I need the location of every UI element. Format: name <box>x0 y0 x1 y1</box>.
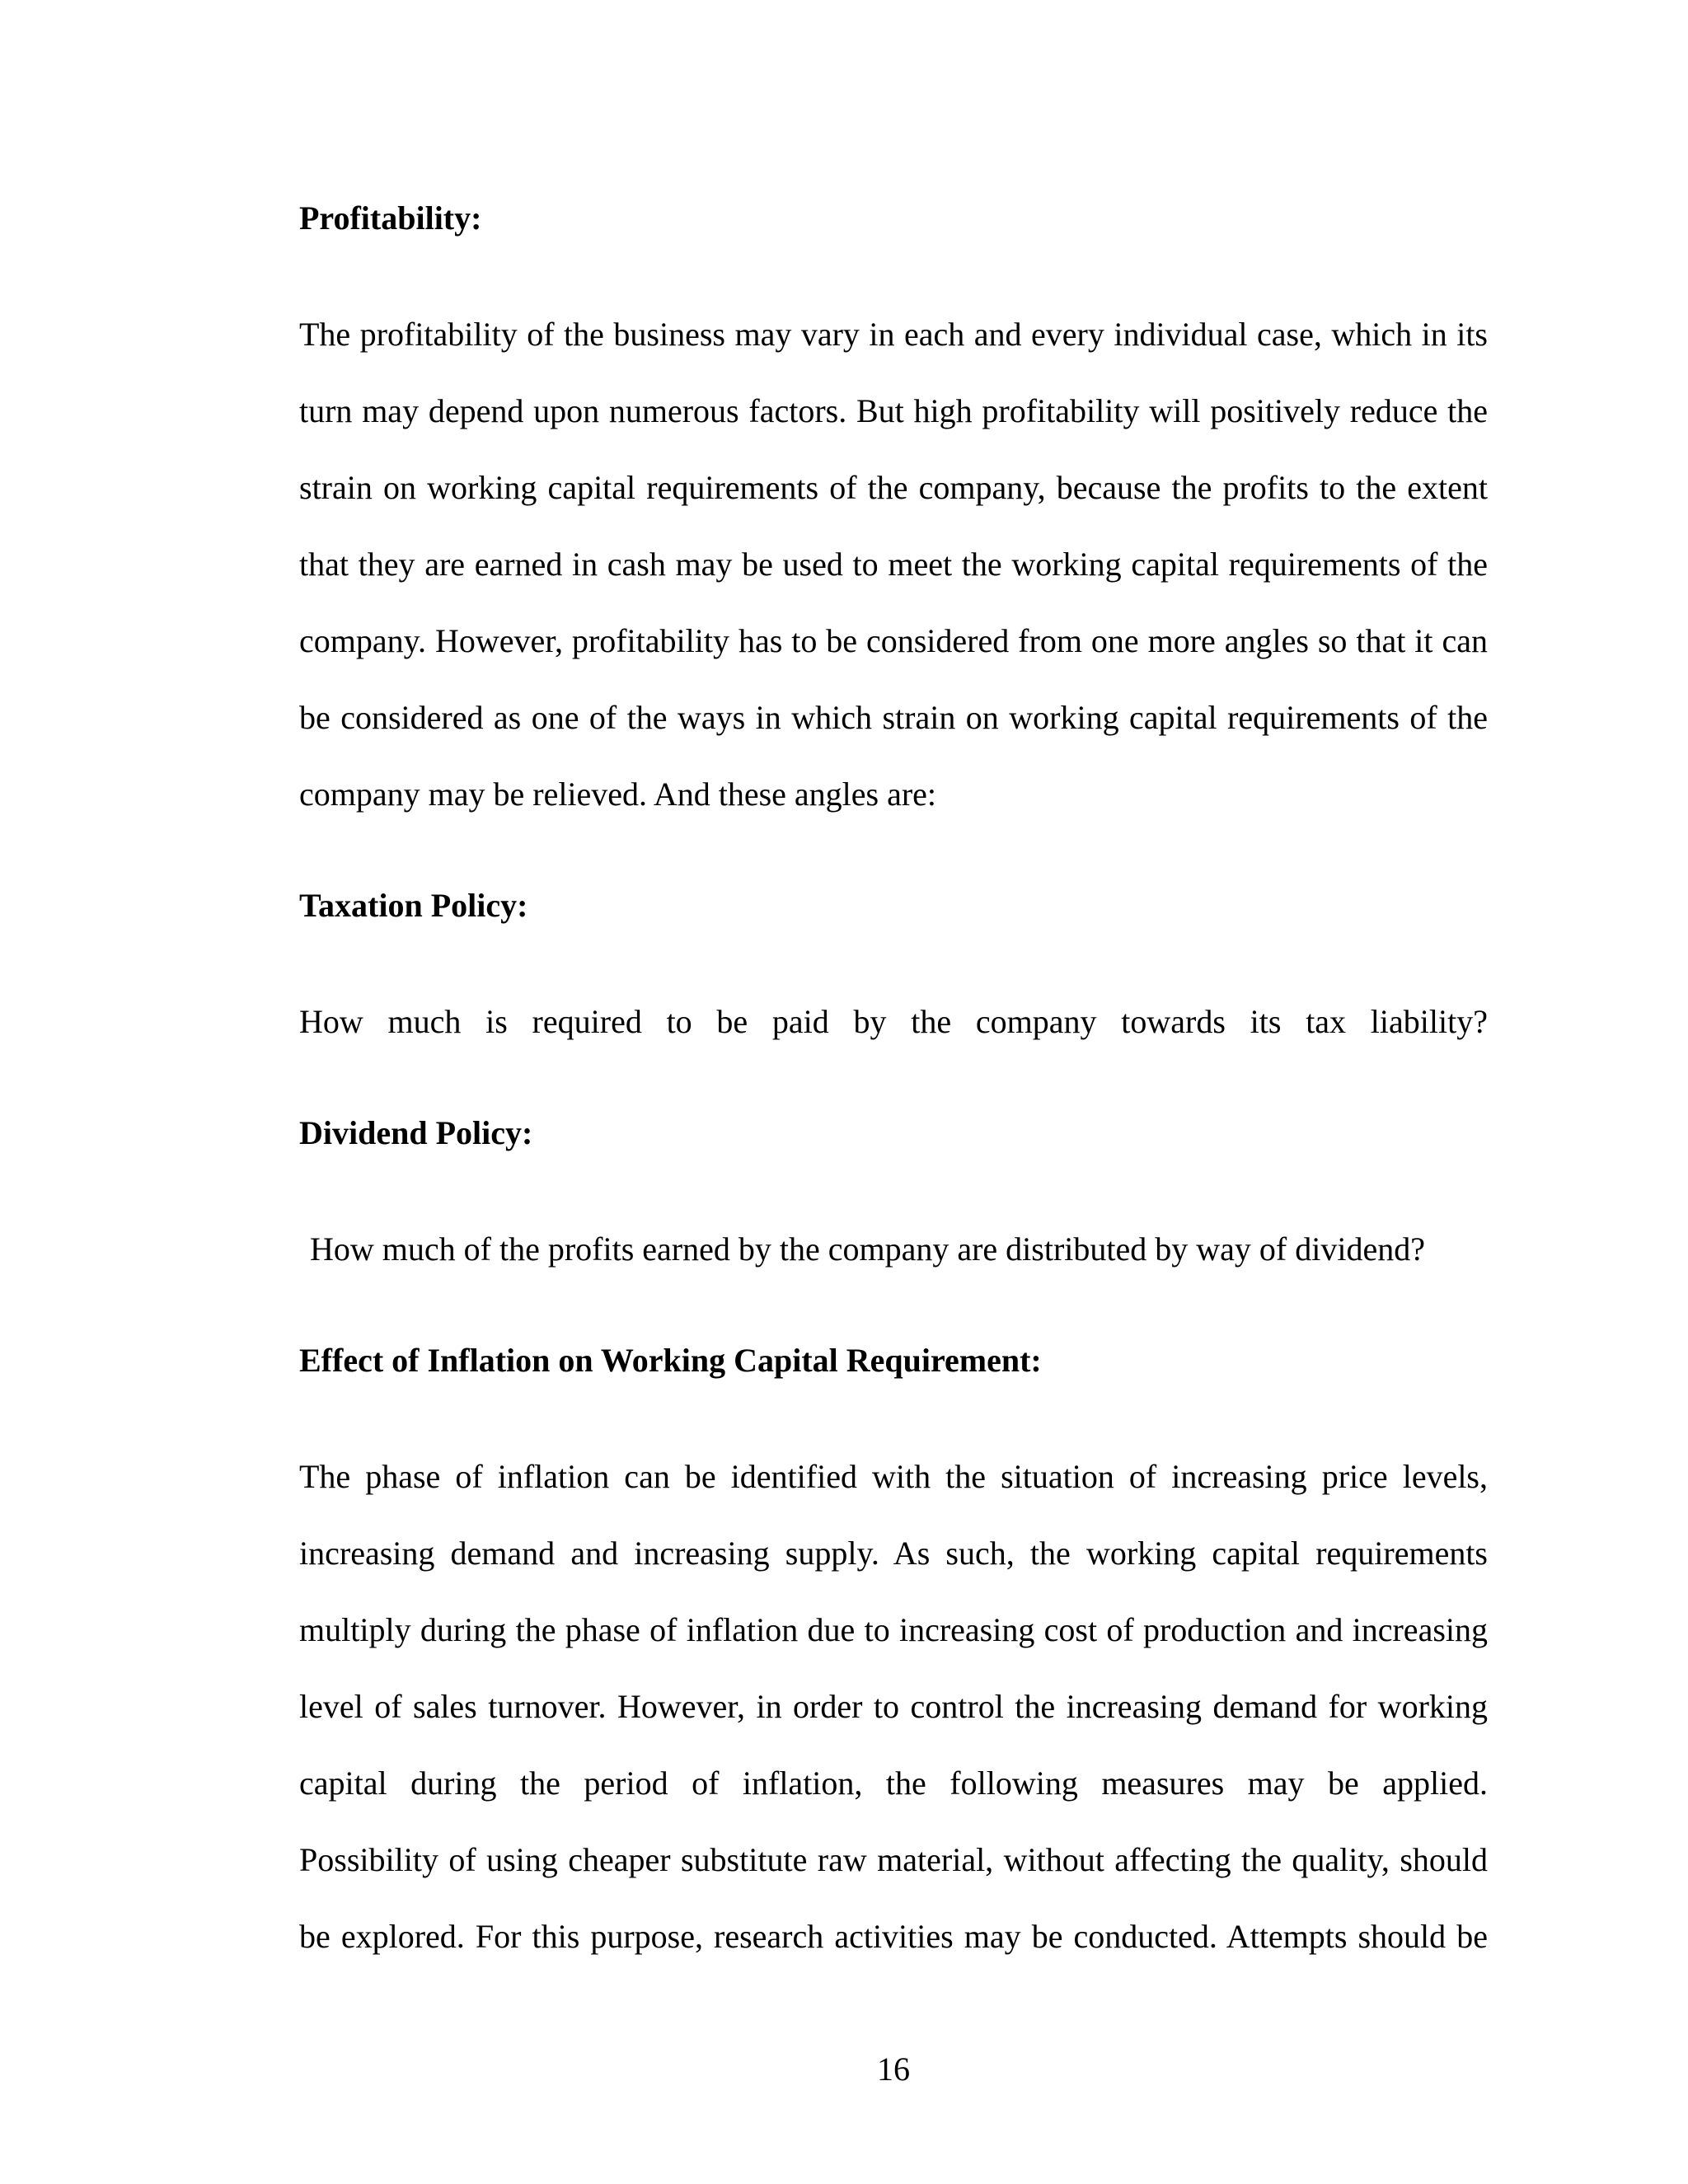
text-line: The profitability of the business may vary in each and every individual case, which in its <box>299 316 1488 353</box>
text-line: turn may depend upon numerous factors. But high profitability will positively reduce the <box>299 392 1488 429</box>
text-line: Possibility of using cheaper substitute raw material, without affecting the quality, should <box>299 1841 1488 1878</box>
heading-effect-of-inflation-on-working-capital-requirement: Effect of Inflation on Working Capital Requirement: <box>299 1342 1042 1379</box>
document-body <box>299 180 1488 1975</box>
text-line: The phase of inflation can be identified with the situation of increasing price levels, <box>299 1458 1488 1495</box>
heading-taxation-policy: Taxation Policy: <box>299 887 528 924</box>
text-line: be explored. For this purpose, research activities may be conducted. Attempts should be <box>299 1918 1488 1955</box>
paragraph <box>299 1438 1488 1975</box>
text-line: multiply during the phase of inflation due to increasing cost of production and increasing <box>299 1611 1488 1648</box>
text-line: that they are earned in cash may be used to meet the working capital requirements of the <box>299 546 1488 583</box>
heading-dividend-policy: Dividend Policy: <box>299 1114 533 1151</box>
page-number: 16 <box>877 2050 910 2088</box>
paragraph <box>299 983 1488 1060</box>
text-line: increasing demand and increasing supply. As such, the working capital requirements <box>299 1535 1488 1572</box>
text-line: strain on working capital requirements of the company, because the profits to the extent <box>299 469 1488 506</box>
text-line: How much is required to be paid by the company towards its tax liability? <box>299 1003 1488 1040</box>
paragraph <box>299 1211 1488 1287</box>
text-line: be considered as one of the ways in which strain on working capital requirements of the <box>299 699 1488 736</box>
text-line: company. However, profitability has to be considered from one more angles so that it can <box>299 622 1488 659</box>
text-line: How much of the profits earned by the company are distributed by way of dividend? <box>310 1230 1425 1268</box>
heading-profitability: Profitability: <box>299 199 482 237</box>
text-line: capital during the period of inflation, the following measures may be applied. <box>299 1765 1488 1802</box>
paragraph <box>299 296 1488 832</box>
text-line: level of sales turnover. However, in order to control the increasing demand for working <box>299 1688 1488 1725</box>
text-line: company may be relieved. And these angles are: <box>299 776 937 813</box>
